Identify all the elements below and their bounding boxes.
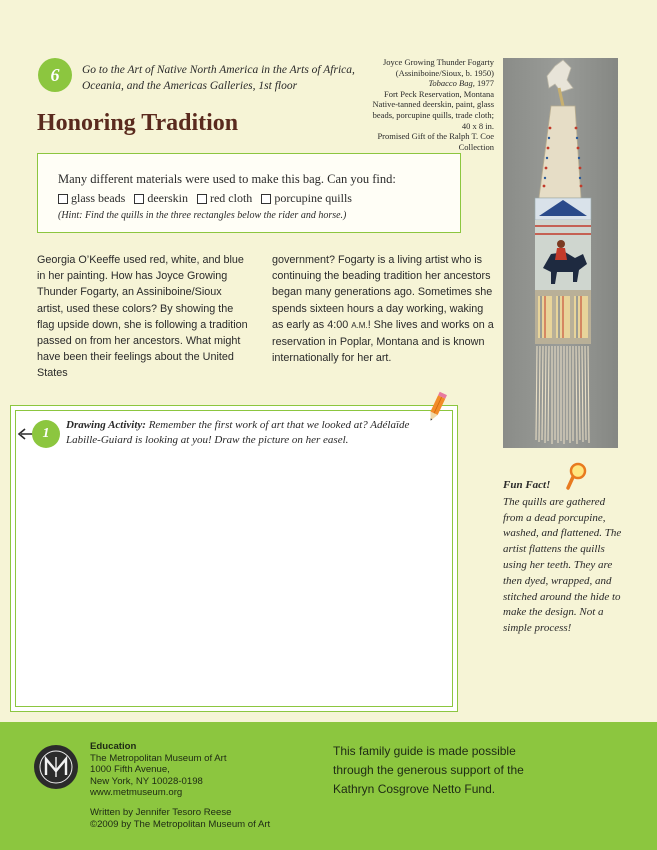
gallery-instruction: Go to the Art of Native North America in the Arts of Africa, Oceania, and the Americas Galleries, 1st floor bbox=[82, 64, 355, 92]
caption-work bbox=[372, 78, 494, 89]
drawing-text: Remember the first work of art that we looked at? Adélaïde Labille-Guiard is looking at you! Draw the picture on her easel. bbox=[66, 419, 410, 446]
step-number: 6 bbox=[50, 64, 60, 85]
option-glass-beads[interactable] bbox=[58, 191, 125, 206]
body-text-2b: ! She lives and works on a reservation in Poplar, Montana and is known internationally for her art. bbox=[272, 318, 494, 365]
drawing-step-badge bbox=[32, 420, 60, 448]
caption-work-title: Tobacco Bag, bbox=[428, 78, 475, 89]
pencil-icon bbox=[424, 390, 450, 424]
footer-written-by: Written by Jennifer Tesoro Reese bbox=[90, 807, 232, 818]
body-text-column-2 bbox=[272, 252, 494, 366]
option-label: deerskin bbox=[147, 191, 188, 205]
drawing-area-inner-border bbox=[15, 410, 453, 707]
option-label: porcupine quills bbox=[274, 191, 352, 205]
caption-place: Fort Peck Reservation, Montana bbox=[383, 88, 494, 99]
footer-support-text: This family guide is made possible through the generous support of the Kathryn Cosgrove Netto Fund. bbox=[333, 744, 524, 796]
body-text-am: A.M. bbox=[351, 320, 368, 330]
footer-credits bbox=[90, 807, 330, 830]
option-red-cloth[interactable] bbox=[197, 191, 252, 206]
checkbox-red-cloth[interactable] bbox=[197, 194, 207, 204]
drawing-heading: Drawing Activity: bbox=[66, 419, 146, 431]
footer-copyright: ©2009 by The Metropolitan Museum of Art bbox=[90, 818, 271, 830]
checkbox-porcupine-quills[interactable] bbox=[261, 194, 271, 204]
footer-address-line: 1000 Fifth Avenue, bbox=[90, 764, 170, 776]
caption-artist: Joyce Growing Thunder Fogarty bbox=[382, 57, 494, 67]
arrow-left-icon bbox=[17, 428, 33, 440]
option-porcupine-quills[interactable] bbox=[261, 191, 352, 206]
caption-origin: (Assiniboine/Sioux, b. 1950) bbox=[395, 67, 494, 78]
body-text-column-1: Georgia O’Keeffe used red, white, and blue in her painting. How has Joyce Growing Thunder Fogarty, an Assiniboine/Sioux artist, used these colors? By showing the flag upside down, she is following a tradition passed on from her ancestors. What might have been their feelings about the United States bbox=[37, 254, 248, 380]
drawing-step-number: 1 bbox=[42, 426, 50, 441]
tobacco-bag-illustration bbox=[503, 58, 618, 448]
caption-credit: Promised Gift of the Ralph T. Coe Collection bbox=[377, 131, 494, 152]
tobacco-bag-photo bbox=[503, 58, 618, 448]
option-label: glass beads bbox=[71, 191, 126, 205]
find-hint: (Hint: Find the quills in the three rectangles below the rider and horse.) bbox=[58, 210, 347, 221]
fun-fact-text: The quills are gathered from a dead porcupine, washed, and flattened. The artist flattens the quills using her teeth. They are then dyed, wrapped, and stitched around the hide to make the design. Not a simple process! bbox=[503, 495, 622, 635]
caption-year: 1977 bbox=[477, 78, 494, 89]
find-options bbox=[58, 191, 460, 206]
drawing-area[interactable] bbox=[10, 405, 458, 712]
footer-website-link[interactable]: www.metmuseum.org bbox=[90, 787, 183, 799]
option-label: red cloth bbox=[209, 191, 253, 205]
find-materials-box bbox=[37, 153, 461, 233]
find-question: Many different materials were used to make this bag. Can you find: bbox=[58, 172, 396, 186]
drawing-instructions bbox=[66, 418, 446, 447]
page-title: Honoring Tradition bbox=[37, 110, 239, 136]
footer-dept: Education bbox=[90, 741, 137, 752]
checkbox-deerskin[interactable] bbox=[134, 194, 144, 204]
footer-address-line: The Metropolitan Museum of Art bbox=[90, 752, 227, 764]
body-text-2a: government? Fogarty is a living artist who is continuing the beading tradition her ancestors began many generations ago. Sometimes she spends sixteen hours a day working, waking as early as 4:00 bbox=[272, 254, 493, 331]
fun-fact bbox=[503, 478, 628, 637]
option-deerskin[interactable] bbox=[134, 191, 188, 206]
met-logo-icon bbox=[34, 745, 78, 789]
footer-address bbox=[90, 741, 310, 799]
met-monogram-icon bbox=[38, 749, 74, 785]
checkbox-glass-beads[interactable] bbox=[58, 194, 68, 204]
footer-address-line: New York, NY 10028-0198 bbox=[90, 775, 203, 787]
caption-materials: Native-tanned deerskin, paint, glass beads, porcupine quills, trade cloth; 40 x 8 in. bbox=[372, 99, 494, 131]
step-badge bbox=[38, 58, 72, 92]
artwork-caption bbox=[372, 57, 494, 152]
fun-fact-heading: Fun Fact! bbox=[503, 479, 551, 491]
